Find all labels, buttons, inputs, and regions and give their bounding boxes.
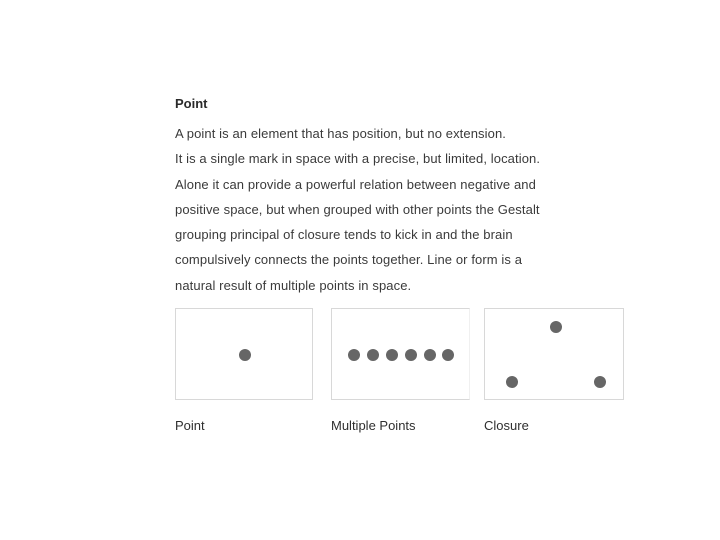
figure-caption-closure: Closure: [484, 418, 529, 433]
point-dot: [239, 349, 251, 361]
paragraph-line: compulsively connects the points together. Line or form is a: [175, 252, 523, 268]
section-paragraph: [175, 121, 635, 298]
point-dot: [424, 349, 436, 361]
point-dot: [367, 349, 379, 361]
paragraph-line: Alone it can provide a powerful relation between negative and: [175, 176, 536, 192]
point-dot: [405, 349, 417, 361]
point-dot: [506, 376, 518, 388]
figure-multiple-points-panel: [331, 308, 470, 400]
paragraph-line: grouping principal of closure tends to kick in and the brain: [175, 227, 513, 243]
section-title: Point: [175, 96, 208, 111]
figure-closure-panel: [484, 308, 624, 400]
point-dot: [386, 349, 398, 361]
paragraph-line: A point is an element that has position, but no extension.: [175, 126, 507, 141]
content-block: [175, 96, 635, 298]
paragraph-line: positive space, but when grouped with other points the Gestalt: [175, 201, 540, 217]
figure-point-panel: [175, 308, 313, 400]
figure-caption-point: Point: [175, 418, 205, 433]
point-dot: [594, 376, 606, 388]
point-dot: [550, 321, 562, 333]
point-dot: [442, 349, 454, 361]
paragraph-line: natural result of multiple points in space.: [175, 277, 412, 293]
figure-caption-multiple-points: Multiple Points: [331, 418, 416, 433]
paragraph-line: It is a single mark in space with a precise, but limited, location.: [175, 151, 541, 167]
point-dot: [348, 349, 360, 361]
